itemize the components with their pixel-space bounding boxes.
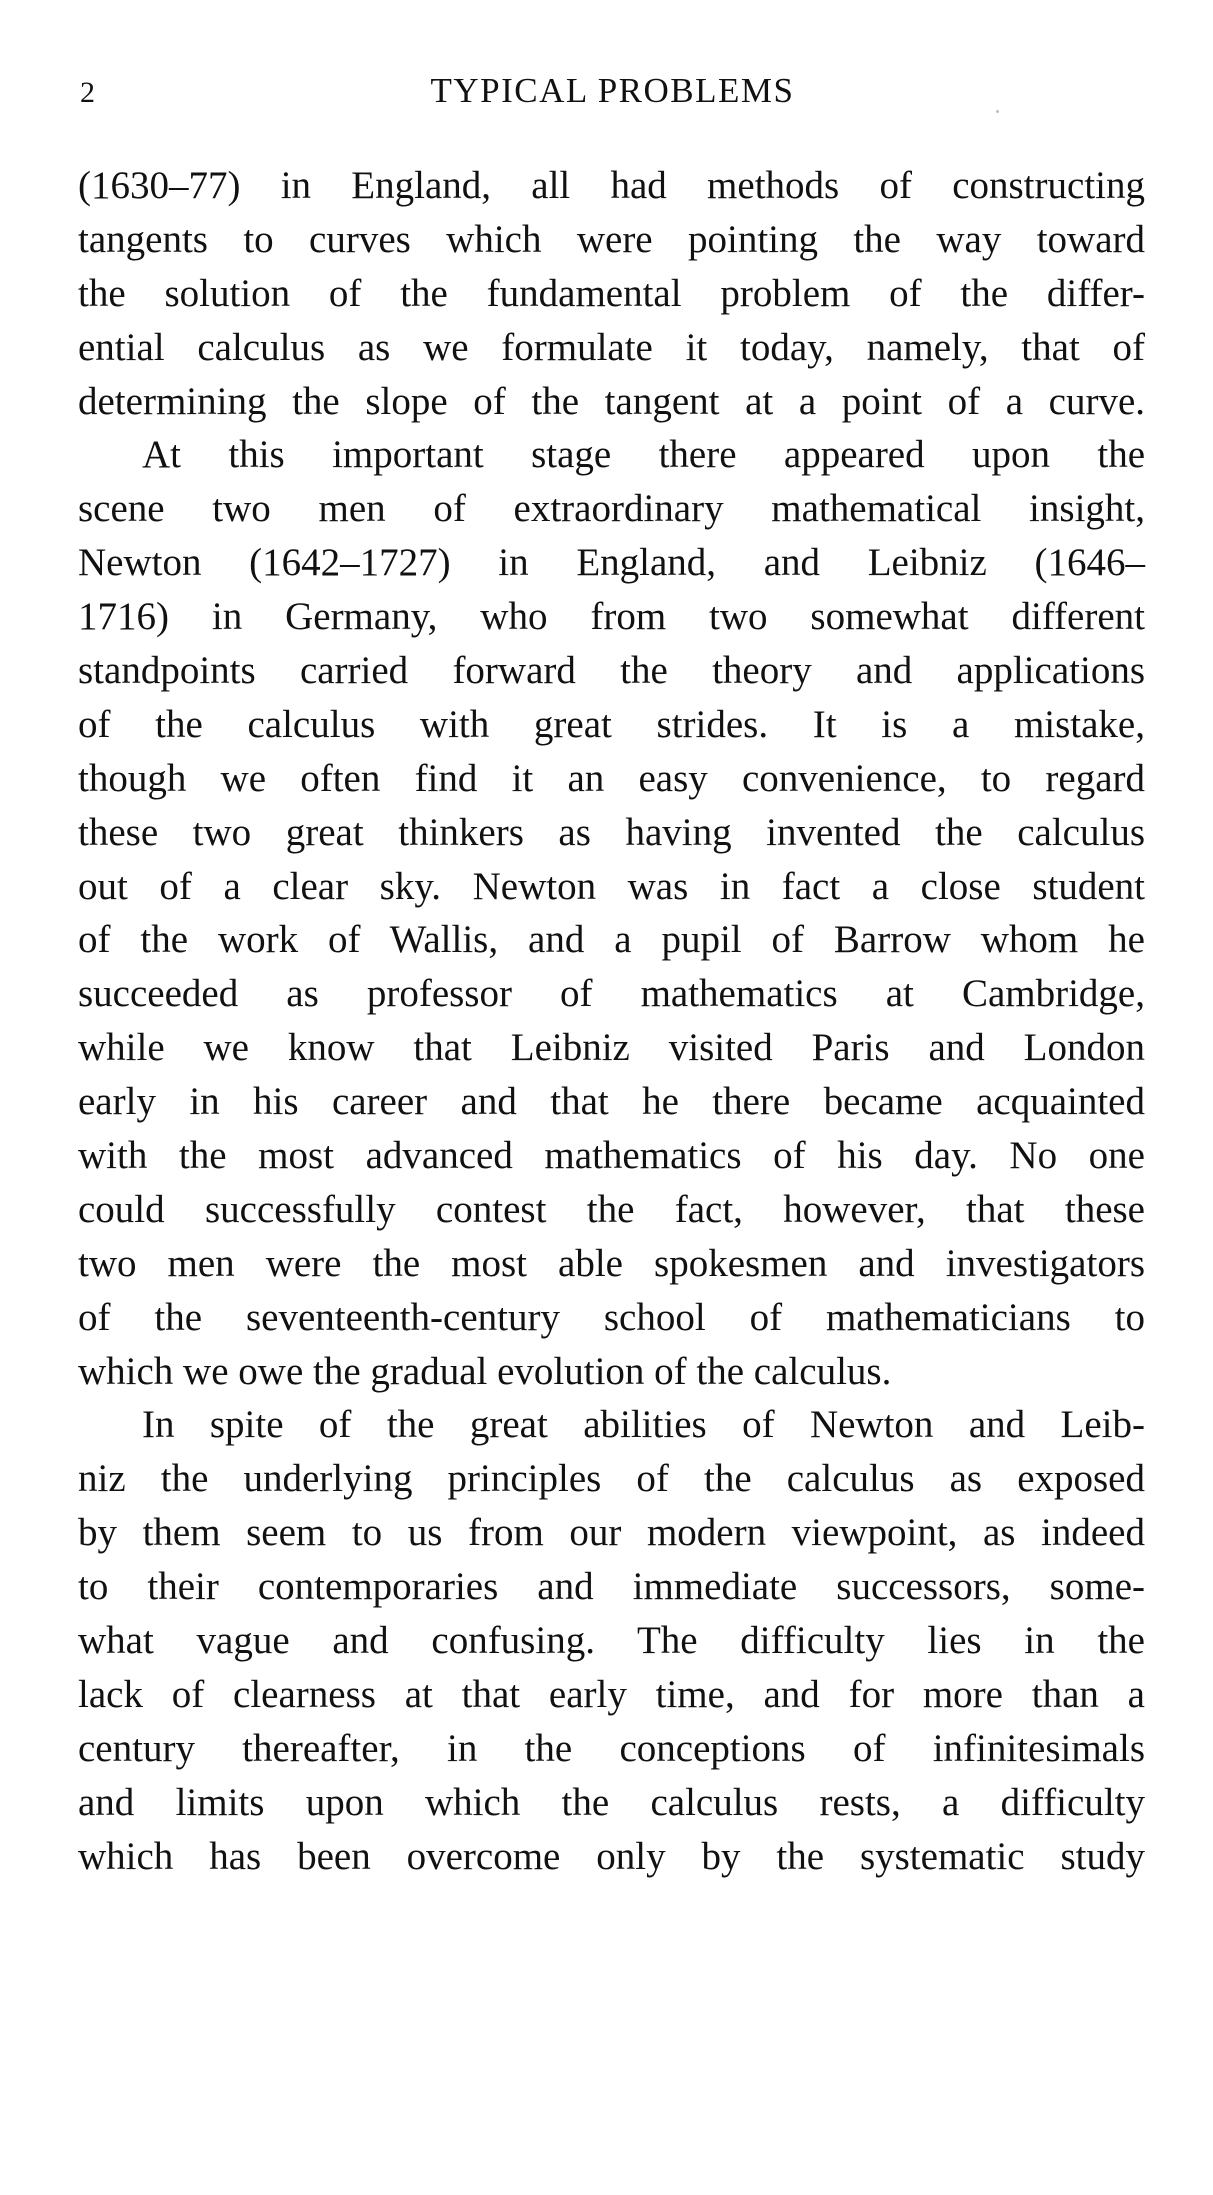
text-line: of the seventeenth-century school of mathematicians to: [78, 1295, 1145, 1339]
text-line: succeeded as professor of mathematics at Cambridge,: [78, 972, 1145, 1016]
text-line: ential calculus as we formulate it today, namely, that of: [78, 325, 1145, 369]
text-line: two men were the most able spokesmen and investigators: [78, 1241, 1145, 1285]
text-line: standpoints carried forward the theory and applications: [78, 649, 1145, 693]
paragraph-3: [78, 1398, 1145, 1883]
text-line: niz the underlying principles of the calculus as exposed: [78, 1457, 1145, 1501]
text-line: out of a clear sky. Newton was in fact a close student: [78, 864, 1145, 908]
running-title: TYPICAL PROBLEMS: [430, 71, 795, 110]
text-line: 1716) in Germany, who from two somewhat different: [78, 595, 1145, 639]
page-number: 2: [80, 76, 95, 109]
running-head: [80, 70, 1145, 120]
paragraph-1: [78, 159, 1145, 428]
text-line: the solution of the fundamental problem of the differ-: [78, 271, 1145, 315]
text-line: century thereafter, in the conceptions of infinitesimals: [78, 1726, 1145, 1770]
text-line: Newton (1642–1727) in England, and Leibniz (1646–: [78, 541, 1145, 585]
text-line: At this important stage there appeared upon the: [142, 433, 1145, 477]
text-line: which has been overcome only by the systematic study: [78, 1834, 1145, 1878]
text-line: and limits upon which the calculus rests, a difficulty: [78, 1780, 1145, 1824]
paragraph-2: [78, 428, 1145, 1398]
text-line: In spite of the great abilities of Newton and Leib-: [142, 1403, 1145, 1447]
paper-speck: [996, 110, 999, 113]
text-line: lack of clearness at that early time, and for more than a: [78, 1672, 1145, 1716]
text-line: though we often find it an easy convenience, to regard: [78, 756, 1145, 800]
text-line: which we owe the gradual evolution of the calculus.: [78, 1349, 892, 1393]
text-line: while we know that Leibniz visited Paris and London: [78, 1026, 1145, 1070]
text-line: could successfully contest the fact, however, that these: [78, 1187, 1145, 1231]
text-line: determining the slope of the tangent at a point of a curve.: [78, 379, 1145, 423]
text-line: early in his career and that he there became acquainted: [78, 1080, 1145, 1124]
text-line: (1630–77) in England, all had methods of constructing: [78, 164, 1145, 207]
body-text: [78, 159, 1145, 1884]
text-line: scene two men of extraordinary mathematical insight,: [78, 487, 1145, 531]
text-line: of the work of Wallis, and a pupil of Barrow whom he: [78, 918, 1145, 962]
text-line: what vague and confusing. The difficulty lies in the: [78, 1619, 1145, 1663]
text-line: with the most advanced mathematics of his day. No one: [78, 1134, 1145, 1178]
text-line: by them seem to us from our modern viewpoint, as indeed: [78, 1511, 1145, 1555]
text-line: tangents to curves which were pointing the way toward: [78, 217, 1145, 261]
text-line: of the calculus with great strides. It is a mistake,: [78, 702, 1145, 746]
text-line: to their contemporaries and immediate successors, some-: [78, 1565, 1145, 1609]
text-line: these two great thinkers as having invented the calculus: [78, 810, 1145, 854]
